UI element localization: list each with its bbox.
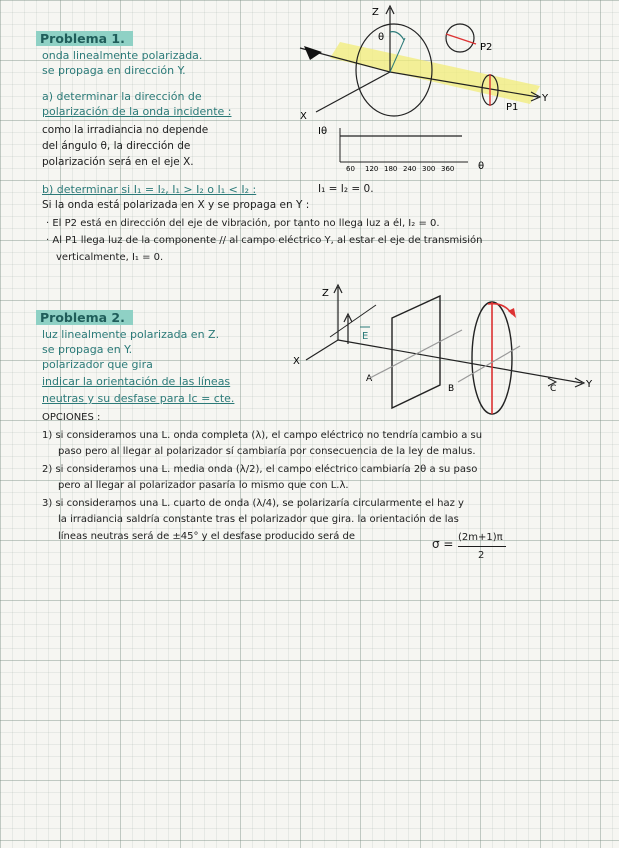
point-label-b: B (448, 384, 455, 394)
problem-2-task-line-1: indicar la orientación de las líneas (42, 375, 231, 388)
answer-a-line-1: como la irradiancia no depende (42, 124, 209, 136)
option-1-line-2: paso pero al llegar al polarizador sí cambiaría por consecuencia de la ley de malus. (58, 446, 476, 457)
tick-240: 240 (403, 165, 417, 173)
problem-2-title: Problema 2. (36, 310, 133, 325)
y-label: Y (542, 93, 549, 104)
option-3-line-3: líneas neutras será de ±45° y el desfase producido será de (58, 531, 356, 542)
answer-a-line-3: polarización será en el eje X. (42, 156, 194, 168)
option-2-line-1: 2) si consideramos una L. media onda (λ/2), el campo eléctrico cambiaría 2θ a su paso (42, 464, 478, 475)
formula-numerator: (2m+1)π (458, 532, 503, 543)
p1-label: P1 (506, 102, 519, 113)
problem-1-intro-line-2: se propaga en dirección Y. (42, 64, 186, 77)
itheta-label: Iθ (318, 126, 328, 137)
z-label: Z (372, 7, 379, 18)
tick-120: 120 (365, 165, 379, 173)
formula-denominator: 2 (478, 550, 485, 561)
option-1-line-1: 1) si consideramos una L. onda completa (λ), el campo eléctrico no tendría cambio a su (42, 430, 483, 441)
answer-b-line-2: · El P2 está en dirección del eje de vibración, por tanto no llega luz a él, I₂ = 0. (46, 218, 440, 229)
theta-axis-label: θ (478, 161, 485, 172)
question-b: b) determinar si I₁ = I₂, I₁ > I₂ o I₁ < I₂ : (42, 183, 257, 196)
option-3-line-1: 3) si consideramos una L. cuarto de onda (λ/4), se polarizaría circularmente el haz y (42, 498, 464, 509)
tick-300: 300 (422, 165, 436, 173)
plate-neutral-line (370, 330, 462, 378)
problem-2-intro-line-1: luz linealmente polarizada en Z. (42, 328, 220, 341)
p2-label: P2 (480, 42, 493, 53)
formula-lhs: σ = (432, 537, 454, 551)
option-3-line-2: la irradiancia saldría constante tras el polarizador que gira. la orientación de las (58, 514, 459, 525)
problem-2-task-line-2: neutras y su desfase para Ic = cte. (42, 392, 235, 405)
problem-1-intro-line-1: onda linealmente polarizada. (42, 49, 203, 62)
question-a-line-2: polarización de la onda incidente : (42, 105, 232, 118)
problem-2-polarizer: polarizador que gira (42, 358, 153, 371)
z-label-2: Z (322, 288, 329, 299)
answer-b-line-4: verticalmente, I₁ = 0. (56, 252, 164, 263)
propagation-axis (338, 340, 582, 383)
e-label: E (362, 331, 369, 342)
x-label: X (300, 111, 307, 122)
tick-180: 180 (384, 165, 398, 173)
option-2-line-2: pero al llegar al polarizador pasaría lo mismo que con L.λ. (58, 480, 349, 491)
plate-label-a: A (366, 374, 373, 384)
y-label-2: Y (586, 379, 593, 390)
answer-b-line-1: Si la onda está polarizada en X y se propaga en Y : (42, 199, 310, 211)
tick-60: 60 (346, 165, 355, 173)
answer-a-line-2: del ángulo θ, la dirección de (42, 140, 191, 152)
x-axis-2 (306, 340, 338, 360)
point-label-c: C (550, 384, 557, 394)
answer-b-line-3: · Al P1 llega luz de la componente // al campo eléctrico Y, al estar el eje de transmisión (46, 235, 483, 246)
question-b-result: I₁ = I₂ = 0. (318, 183, 374, 195)
options-label: OPCIONES : (42, 412, 101, 423)
theta-label: θ (378, 32, 385, 43)
problem-2-intro-line-2: se propaga en Y. (42, 343, 133, 356)
wave-plate (392, 296, 440, 408)
question-a-line-1: a) determinar la dirección de (42, 90, 202, 103)
tick-360: 360 (441, 165, 455, 173)
problem-1-title: Problema 1. (36, 31, 133, 46)
x-label-2: X (293, 356, 300, 367)
incident-line (330, 305, 376, 337)
